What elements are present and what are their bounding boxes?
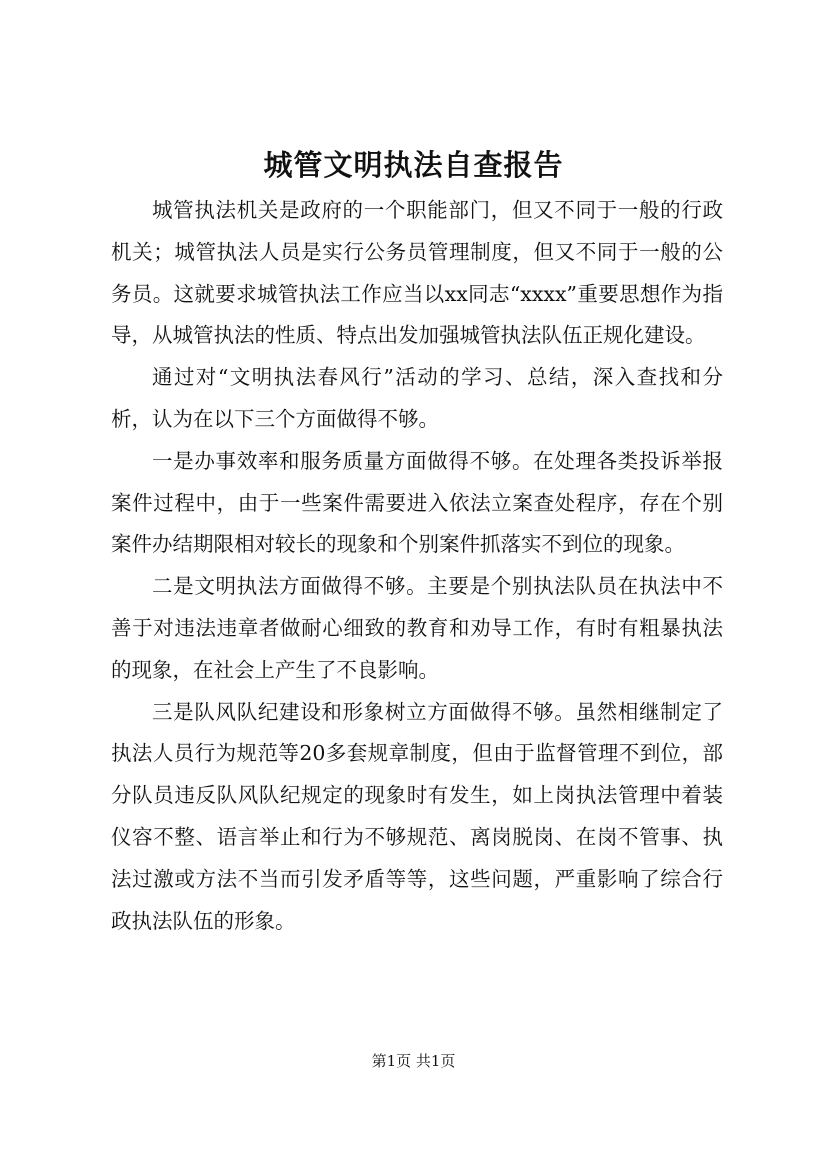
document-title: 城管文明执法自查报告: [263, 148, 564, 182]
page-number-footer: 第1页 共1页: [371, 1052, 456, 1070]
paragraph-4: 二是文明执法方面做得不够。主要是个别执法队员在执法中不善于对违法违章者做耐心细致的教育和劝导工作，有时有粗暴执法的现象，在社会上产生了不良影响。: [111, 574, 723, 682]
paragraph-1: 城管执法机关是政府的一个职能部门，但又不同于一般的行政机关；城管执法人员是实行公务员管理制度，但又不同于一般的公务员。这就要求城管执法工作应当以xx同志“xxxx”重要思想作为指导，从城管执法的性质、特点出发加强城管执法队伍正规化建设。: [111, 198, 723, 348]
paragraph-5: 三是队风队纪建设和形象树立方面做得不够。虽然相继制定了执法人员行为规范等20多套规章制度，但由于监督管理不到位，部分队员违反队风队纪规定的现象时有发生，如上岗执法管理中着装仪容不整、语言举止和行为不够规范、离岗脱岗、在岗不管事、执法过激或方法不当而引发矛盾等等，这些问题，严重影响了综合行政执法队伍的形象。: [111, 699, 723, 933]
document-body: [111, 190, 723, 942]
paragraph-3: 一是办事效率和服务质量方面做得不够。在处理各类投诉举报案件过程中，由于一些案件需要进入依法立案查处程序，存在个别案件办结期限相对较长的现象和个别案件抓落实不到位的现象。: [111, 448, 723, 557]
paragraph-2: 通过对“文明执法春风行”活动的学习、总结，深入查找和分析，认为在以下三个方面做得不够。: [111, 365, 723, 431]
